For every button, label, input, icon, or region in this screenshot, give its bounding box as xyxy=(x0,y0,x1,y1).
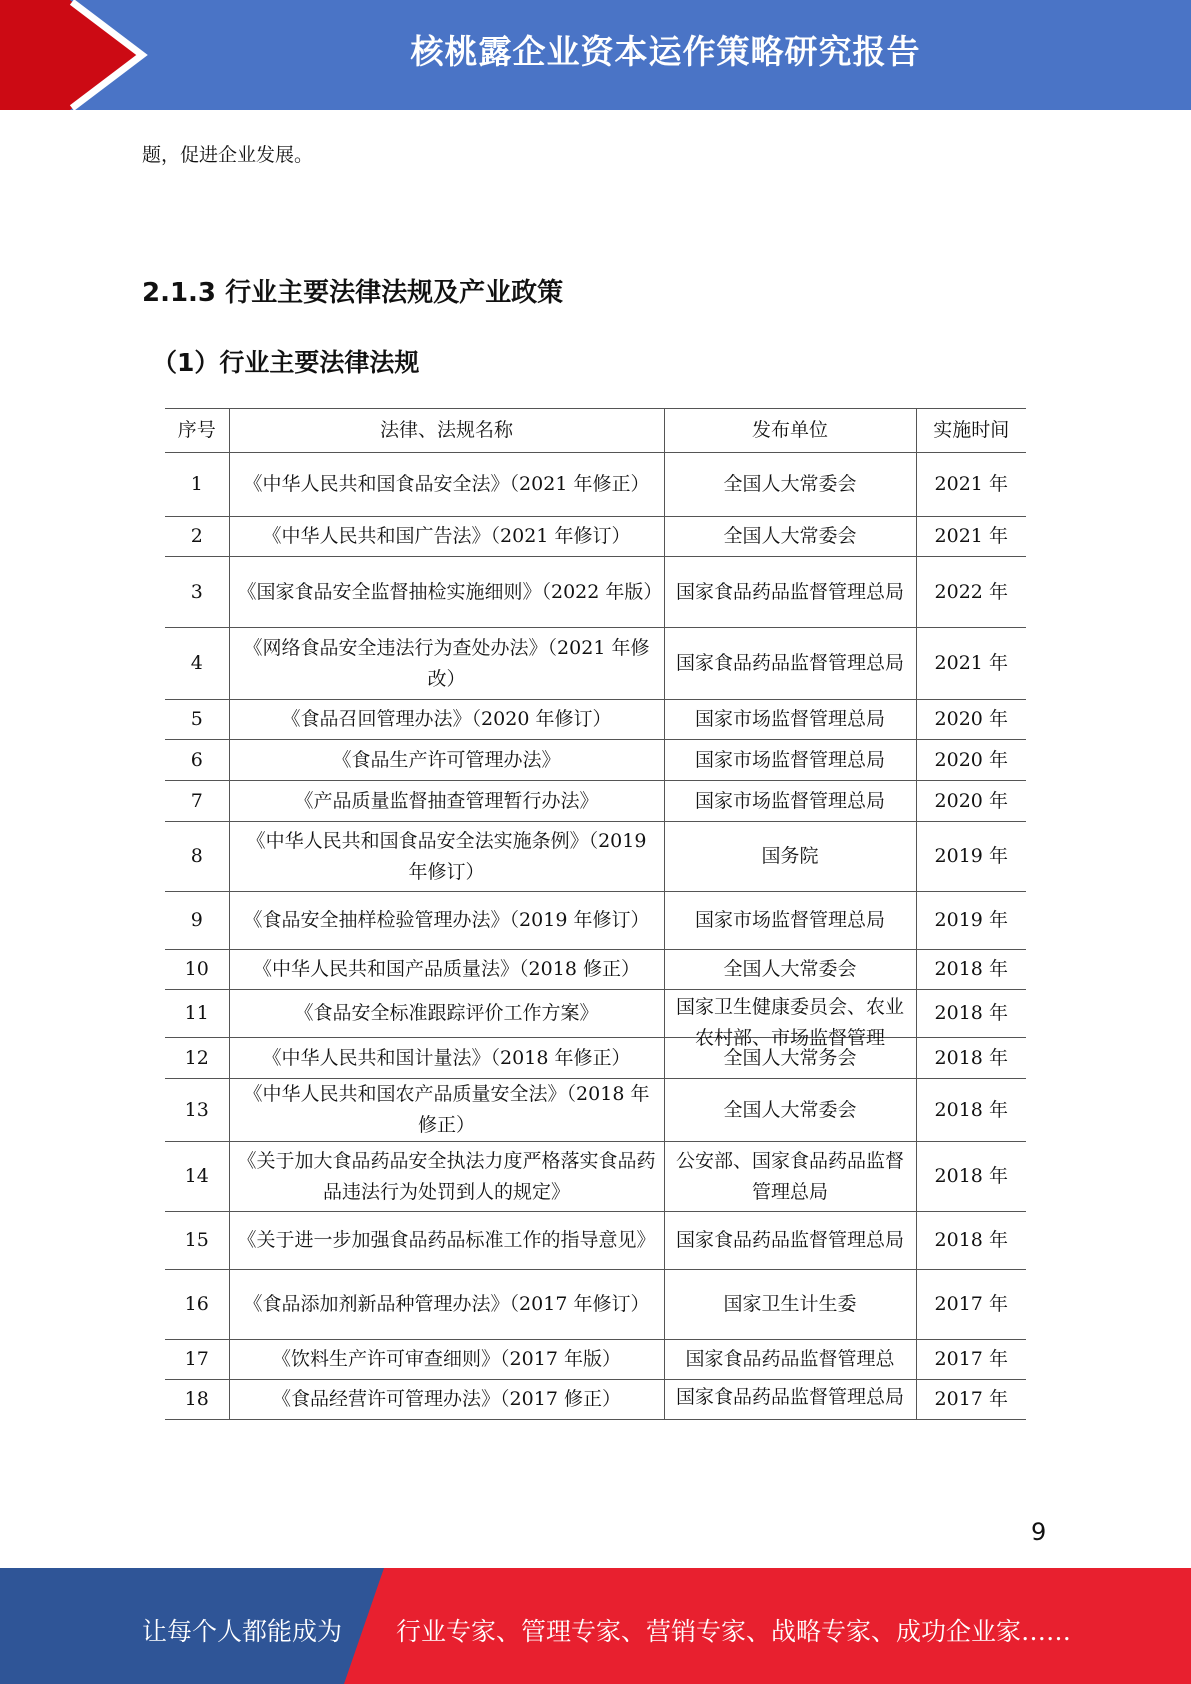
subsection-heading: （1）行业主要法律法规 xyxy=(152,348,420,377)
table-row xyxy=(165,557,1026,628)
cell-name: 《网络食品安全违法行为查处办法》（2021 年修改） xyxy=(229,628,664,700)
cell-publisher: 国家食品药品监督管理总 xyxy=(664,1340,916,1380)
cell-date: 2021 年 xyxy=(916,517,1026,557)
table-row xyxy=(165,1142,1026,1212)
cell-publisher: 国务院 xyxy=(664,822,916,892)
table-row xyxy=(165,1340,1026,1380)
cell-name: 《关于加大食品药品安全执法力度严格落实食品药品违法行为处罚到人的规定》 xyxy=(229,1142,664,1212)
section-heading: 2.1.3 行业主要法律法规及产业政策 xyxy=(142,278,564,308)
table-row xyxy=(165,700,1026,740)
cell-date: 2018 年 xyxy=(916,990,1026,1038)
cell-date: 2020 年 xyxy=(916,700,1026,740)
cell-name: 《食品经营许可管理办法》（2017 修正） xyxy=(229,1380,664,1420)
cell-date: 2022 年 xyxy=(916,557,1026,628)
cell-date: 2021 年 xyxy=(916,453,1026,517)
cell-name: 《产品质量监督抽查管理暂行办法》 xyxy=(229,781,664,822)
header-arrow-decoration xyxy=(0,0,150,110)
cell-no: 15 xyxy=(165,1212,229,1270)
page-header xyxy=(0,0,1191,110)
cell-no: 12 xyxy=(165,1038,229,1079)
cell-no: 16 xyxy=(165,1270,229,1340)
cell-no: 3 xyxy=(165,557,229,628)
cell-date: 2020 年 xyxy=(916,740,1026,781)
table-row xyxy=(165,517,1026,557)
cell-date: 2018 年 xyxy=(916,1142,1026,1212)
cell-publisher: 国家食品药品监督管理总局 xyxy=(664,1212,916,1270)
cell-date: 2019 年 xyxy=(916,892,1026,950)
cell-date: 2017 年 xyxy=(916,1380,1026,1420)
cell-date: 2021 年 xyxy=(916,628,1026,700)
cell-name: 《食品生产许可管理办法》 xyxy=(229,740,664,781)
cell-name: 《中华人民共和国农产品质量安全法》（2018 年修正） xyxy=(229,1079,664,1142)
cell-name: 《饮料生产许可审查细则》（2017 年版） xyxy=(229,1340,664,1380)
cell-date: 2018 年 xyxy=(916,1212,1026,1270)
cell-no: 14 xyxy=(165,1142,229,1212)
cell-publisher xyxy=(664,990,916,1049)
cell-no: 4 xyxy=(165,628,229,700)
cell-name: 《中华人民共和国计量法》（2018 年修正） xyxy=(229,1038,664,1079)
table-header-row xyxy=(165,409,1026,453)
table-row xyxy=(165,1079,1026,1142)
cell-publisher: 国家市场监督管理总局 xyxy=(664,892,916,950)
table-row xyxy=(165,781,1026,822)
report-title: 核桃露企业资本运作策略研究报告 xyxy=(410,32,921,71)
table-row xyxy=(165,1212,1026,1270)
cell-no: 7 xyxy=(165,781,229,822)
cell-no: 9 xyxy=(165,892,229,950)
cell-publisher: 公安部、国家食品药品监督管理总局 xyxy=(664,1142,916,1212)
cell-name: 《食品添加剂新品种管理办法》（2017 年修订） xyxy=(229,1270,664,1340)
cell-publisher: 国家市场监督管理总局 xyxy=(664,781,916,822)
cell-name: 《中华人民共和国食品安全法实施条例》（2019 年修订） xyxy=(229,822,664,892)
cell-no: 18 xyxy=(165,1380,229,1420)
cell-date: 2019 年 xyxy=(916,822,1026,892)
cell-publisher: 国家卫生计生委 xyxy=(664,1270,916,1340)
cell-date: 2017 年 xyxy=(916,1340,1026,1380)
cell-publisher: 全国人大常委会 xyxy=(664,950,916,990)
cell-name: 《中华人民共和国食品安全法》（2021 年修正） xyxy=(229,453,664,517)
column-header-name: 法律、法规名称 xyxy=(229,409,664,453)
cell-name: 《食品召回管理办法》（2020 年修订） xyxy=(229,700,664,740)
table-row xyxy=(165,740,1026,781)
cell-date: 2018 年 xyxy=(916,950,1026,990)
column-header-publisher: 发布单位 xyxy=(664,409,916,453)
cell-no: 11 xyxy=(165,990,229,1038)
cell-name: 《食品安全标准跟踪评价工作方案》 xyxy=(229,990,664,1038)
cell-no: 8 xyxy=(165,822,229,892)
cell-publisher: 国家市场监督管理总局 xyxy=(664,740,916,781)
table-row xyxy=(165,892,1026,950)
table-row xyxy=(165,1038,1026,1079)
cell-no: 6 xyxy=(165,740,229,781)
cell-date: 2017 年 xyxy=(916,1270,1026,1340)
footer-slogan-right: 行业专家、管理专家、营销专家、战略专家、成功企业家…… xyxy=(396,1617,1072,1646)
cell-publisher: 国家食品药品监督管理总局 xyxy=(664,557,916,628)
cell-name: 《国家食品安全监督抽检实施细则》（2022 年版） xyxy=(229,557,664,628)
cell-publisher: 国家市场监督管理总局 xyxy=(664,700,916,740)
table-row xyxy=(165,822,1026,892)
cell-publisher: 全国人大常委会 xyxy=(664,1079,916,1142)
cell-name: 《中华人民共和国广告法》（2021 年修订） xyxy=(229,517,664,557)
cell-publisher-text: 国家食品药品监督管理总局 xyxy=(675,1385,904,1408)
table-row xyxy=(165,990,1026,1038)
table-row xyxy=(165,628,1026,700)
cell-publisher: 全国人大常委会 xyxy=(664,517,916,557)
table-row xyxy=(165,1270,1026,1340)
column-header-date: 实施时间 xyxy=(916,409,1026,453)
cell-publisher xyxy=(664,1380,916,1420)
cell-publisher: 国家食品药品监督管理总局 xyxy=(664,628,916,700)
cell-publisher: 全国人大常务会 xyxy=(664,1038,916,1079)
cell-name: 《关于进一步加强食品药品标准工作的指导意见》 xyxy=(229,1212,664,1270)
page-footer xyxy=(0,1568,1191,1684)
cell-name: 《中华人民共和国产品质量法》（2018 修正） xyxy=(229,950,664,990)
cell-no: 2 xyxy=(165,517,229,557)
page-number: 9 xyxy=(1031,1518,1047,1546)
cell-no: 1 xyxy=(165,453,229,517)
cell-publisher-text: 国家卫生健康委员会、农业农村部、市场监督管理 xyxy=(675,995,904,1049)
cell-name: 《食品安全抽样检验管理办法》（2019 年修订） xyxy=(229,892,664,950)
lead-paragraph: 题，促进企业发展。 xyxy=(142,144,314,166)
cell-publisher: 全国人大常委会 xyxy=(664,453,916,517)
cell-date: 2020 年 xyxy=(916,781,1026,822)
footer-slogan-left: 让每个人都能成为 xyxy=(142,1617,343,1646)
cell-date: 2018 年 xyxy=(916,1079,1026,1142)
table-row xyxy=(165,1380,1026,1420)
cell-no: 17 xyxy=(165,1340,229,1380)
column-header-no: 序号 xyxy=(165,409,229,453)
table-row xyxy=(165,950,1026,990)
cell-date: 2018 年 xyxy=(916,1038,1026,1079)
cell-no: 5 xyxy=(165,700,229,740)
cell-no: 10 xyxy=(165,950,229,990)
cell-no: 13 xyxy=(165,1079,229,1142)
laws-table xyxy=(165,408,1026,1420)
table-row xyxy=(165,453,1026,517)
